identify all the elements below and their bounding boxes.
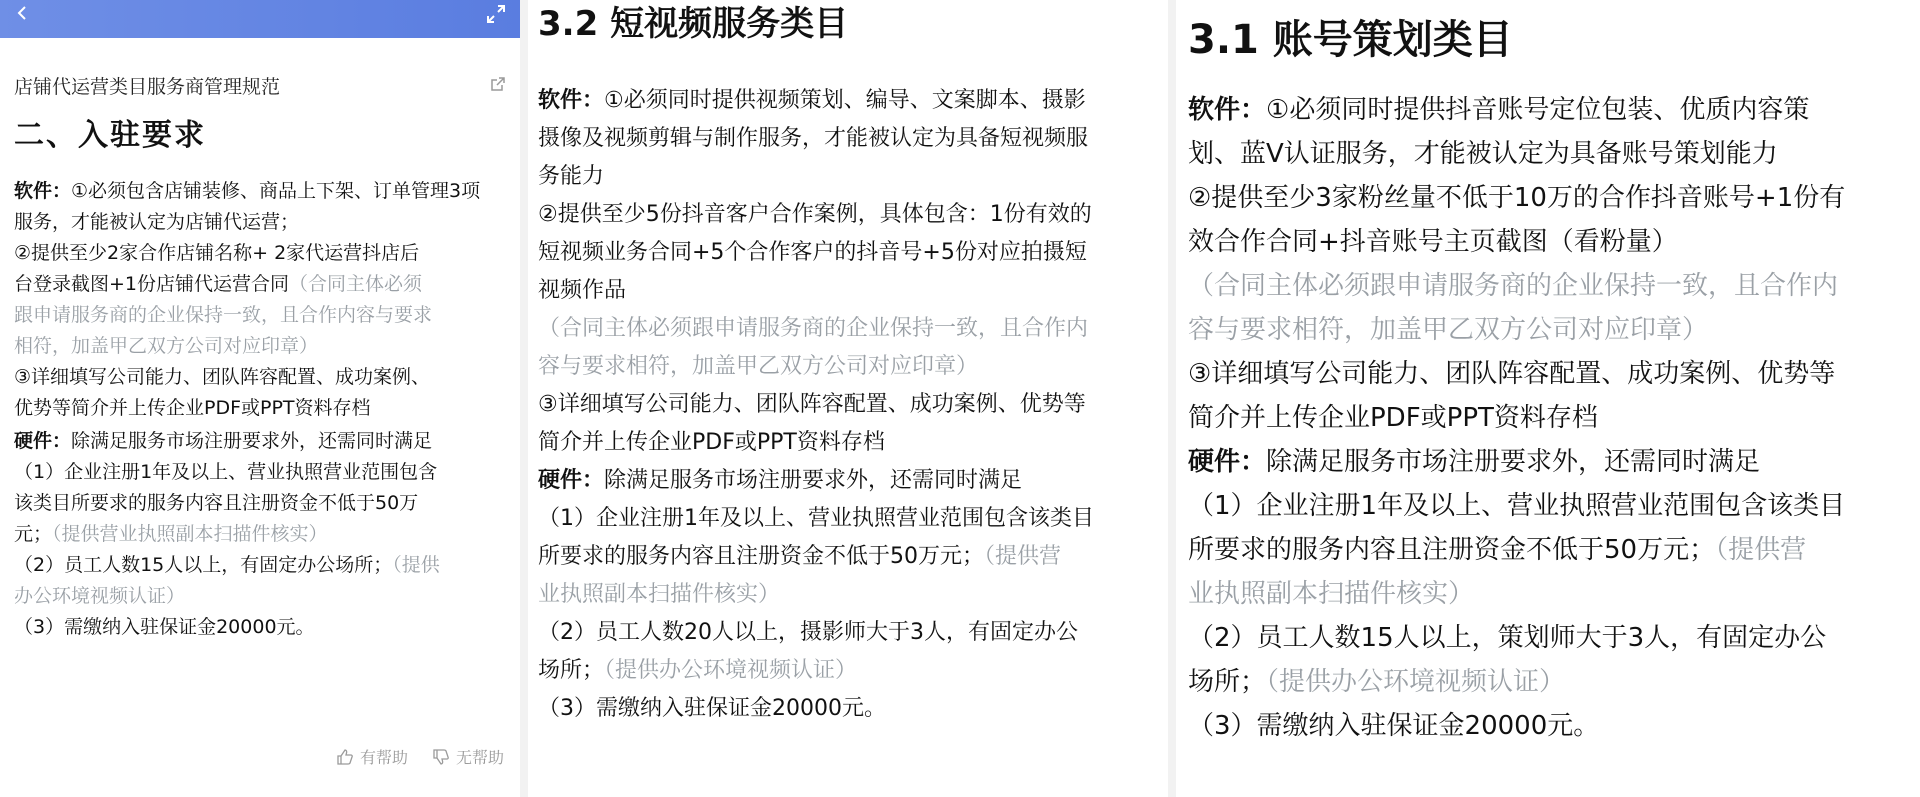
divider	[1168, 0, 1176, 797]
thumbs-up-icon	[336, 748, 354, 766]
software-line-7: ③详细填写公司能力、团队阵容配置、成功案例、优势等	[1188, 359, 1836, 389]
requirements-body	[14, 176, 506, 643]
fullscreen-icon[interactable]	[486, 4, 506, 24]
hardware-line-4: 业执照副本扫描件核实）	[538, 582, 781, 607]
software-line-5: 跟申请服务商的企业保持一致，且合作内容与要求	[14, 304, 433, 326]
software-line-1: 软件：①必须包含店铺装修、商品上下架、订单管理3项	[14, 180, 481, 202]
software-line-1: 软件：①必须同时提供抖音账号定位包装、优质内容策	[1188, 95, 1810, 125]
hardware-line-5: （2）员工人数15人以上，有固定办公场所；（提供	[14, 554, 440, 576]
hardware-line-1: 硬件：除满足服务市场注册要求外，还需同时满足	[538, 468, 1023, 493]
software-line-6: 视频作品	[538, 278, 627, 303]
software-line-2: 服务，才能被认定为店铺代运营；	[14, 211, 300, 233]
software-line-5: （合同主体必须跟申请服务商的企业保持一致，且合作内	[1188, 271, 1839, 301]
requirements-body	[538, 82, 1158, 728]
hardware-line-5: （2）员工人数20人以上，摄影师大于3人，有固定办公	[538, 620, 1078, 645]
unhelpful-button[interactable]: 无帮助	[432, 745, 504, 768]
software-line-8: 优势等简介并上传企业PDF或PPT资料存档	[14, 397, 371, 419]
software-line-3: ②提供至少3家粉丝量不低于10万的合作抖音账号+1份有	[1188, 183, 1846, 213]
divider	[520, 0, 528, 797]
software-line-3: ②提供至少2家合作店铺名称+ 2家代运营抖店后	[14, 242, 420, 264]
software-line-9: ③详细填写公司能力、团队阵容配置、成功案例、优势等	[538, 392, 1086, 417]
software-line-3: 务能力	[538, 164, 605, 189]
software-line-4: 效合作合同+抖音账号主页截图（看粉量）	[1188, 227, 1678, 257]
software-label: 软件：	[538, 88, 605, 113]
hardware-line-2: （1）企业注册1年及以上、营业执照营业范围包含	[14, 461, 438, 483]
hardware-line-2: （1）企业注册1年及以上、营业执照营业范围包含该类目	[1188, 491, 1846, 521]
software-line-8: 容与要求相符，加盖甲乙双方公司对应印章）	[538, 354, 979, 379]
software-label: 软件：	[1188, 95, 1267, 125]
back-icon[interactable]	[14, 4, 32, 22]
software-line-1: 软件：①必须同时提供视频策划、编导、文案脚本、摄影	[538, 88, 1086, 113]
software-line-7: ③详细填写公司能力、团队阵容配置、成功案例、	[14, 366, 431, 388]
feedback-bar	[336, 745, 504, 768]
hardware-line-3: 所要求的服务内容且注册资金不低于50万元；（提供营	[1188, 535, 1807, 565]
hardware-line-5: （2）员工人数15人以上，策划师大于3人，有固定办公	[1188, 623, 1827, 653]
software-label: 软件：	[14, 180, 72, 202]
hardware-label: 硬件：	[14, 430, 72, 452]
hardware-line-7: （3）需缴纳入驻保证金20000元。	[14, 616, 315, 638]
helpful-button[interactable]: 有帮助	[336, 745, 408, 768]
document-header	[14, 72, 506, 106]
hardware-line-2: （1）企业注册1年及以上、营业执照营业范围包含该类目	[538, 506, 1094, 531]
hardware-line-4: 元；（提供营业执照副本扫描件核实）	[14, 523, 328, 545]
hardware-line-7: （3）需缴纳入驻保证金20000元。	[538, 696, 886, 721]
software-line-4: ②提供至少5份抖音客户合作案例，具体包含：1份有效的	[538, 202, 1092, 227]
hardware-line-1: 硬件：除满足服务市场注册要求外，还需同时满足	[1188, 447, 1761, 477]
left-panel	[0, 0, 520, 797]
open-external-icon[interactable]	[490, 76, 506, 92]
software-line-2: 划、蓝V认证服务，才能被认定为具备账号策划能力	[1188, 139, 1778, 169]
section-heading: 二、入驻要求	[14, 118, 206, 153]
software-line-6: 容与要求相符，加盖甲乙双方公司对应印章）	[1188, 315, 1709, 345]
requirements-body	[1188, 88, 1908, 748]
contract-note: （合同主体必须	[289, 273, 423, 295]
section-title: 3.2 短视频服务类目	[538, 4, 849, 44]
hardware-line-4: 业执照副本扫描件核实）	[1188, 579, 1475, 609]
hardware-line-1: 硬件：除满足服务市场注册要求外，还需同时满足	[14, 430, 433, 452]
software-line-6: 相符，加盖甲乙双方公司对应印章）	[14, 335, 319, 357]
hardware-line-3: 所要求的服务内容且注册资金不低于50万元；（提供营	[538, 544, 1062, 569]
hardware-label: 硬件：	[1188, 447, 1267, 477]
software-line-4: 台登录截图+1份店铺代运营合同（合同主体必须	[14, 273, 423, 295]
hardware-line-3: 该类目所要求的服务内容且注册资金不低于50万	[14, 492, 419, 514]
document-title: 店铺代运营类目服务商管理规范	[14, 76, 281, 98]
hardware-line-6: 场所；（提供办公环境视频认证）	[1188, 667, 1566, 697]
software-line-8: 简介并上传企业PDF或PPT资料存档	[1188, 403, 1598, 433]
software-line-2: 摄像及视频剪辑与制作服务，才能被认定为具备短视频服	[538, 126, 1089, 151]
thumbs-down-icon	[432, 748, 450, 766]
top-bar	[0, 0, 520, 38]
software-line-10: 简介并上传企业PDF或PPT资料存档	[538, 430, 885, 455]
middle-panel	[528, 0, 1168, 797]
software-line-7: （合同主体必须跟申请服务商的企业保持一致，且合作内	[538, 316, 1089, 341]
hardware-label: 硬件：	[538, 468, 605, 493]
software-line-5: 短视频业务合同+5个合作客户的抖音号+5份对应拍摄短	[538, 240, 1087, 265]
right-panel	[1176, 0, 1920, 797]
hardware-line-6: 办公环境视频认证）	[14, 585, 186, 607]
section-title: 3.1 账号策划类目	[1188, 17, 1513, 63]
hardware-line-7: （3）需缴纳入驻保证金20000元。	[1188, 711, 1600, 741]
hardware-line-6: 场所；（提供办公环境视频认证）	[538, 658, 858, 683]
